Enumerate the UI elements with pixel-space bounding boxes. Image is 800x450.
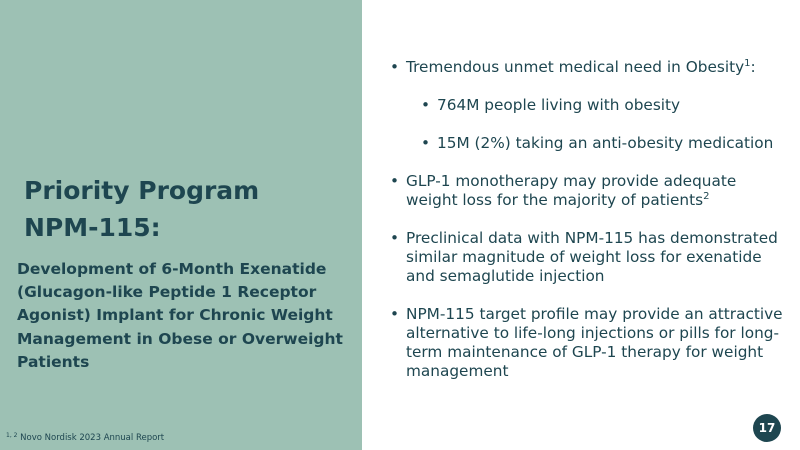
bullet-text: NPM-115 target profile may provide an attractive alternative to life-long injections or pills for long-term maintenance of GLP-1 therapy for weight management <box>406 305 783 380</box>
left-panel <box>0 0 362 450</box>
reference-superscript: 2 <box>703 191 710 202</box>
slide-subtitle: Development of 6-Month Exenatide (Glucagon-like Peptide 1 Receptor Agonist) Implant for Chronic Weight Management in Obese or Overweight Patients <box>17 260 343 371</box>
bullet-text: Tremendous unmet medical need in Obesity <box>406 58 745 76</box>
bullet-list <box>390 58 785 381</box>
bullet-text: Preclinical data with NPM-115 has demonstrated similar magnitude of weight loss for exenatide and semaglutide injection <box>406 229 778 285</box>
slide-title <box>24 172 344 246</box>
title-line-1: Priority Program <box>24 176 260 205</box>
bullet-text: 15M (2%) taking an anti-obesity medication <box>437 134 774 152</box>
bullet-text: GLP-1 monotherapy may provide adequate weight loss for the majority of patients <box>406 172 737 209</box>
bullet-text: 764M people living with obesity <box>437 96 681 114</box>
page-number: 17 <box>758 421 776 435</box>
bullet-item <box>390 172 785 210</box>
bullet-item <box>390 58 785 77</box>
reference-superscript: 1 <box>744 58 751 69</box>
page-number-badge <box>753 414 781 442</box>
footnote-marker: 1, 2 <box>6 432 18 439</box>
title-line-2: NPM-115: <box>24 213 161 242</box>
bullet-suffix: : <box>750 58 756 76</box>
sub-bullet-item <box>421 134 785 153</box>
bullet-item <box>390 229 785 286</box>
sub-bullet-item <box>421 96 785 115</box>
footnote-text: Novo Nordisk 2023 Annual Report <box>20 433 165 443</box>
footnote <box>6 432 164 443</box>
bullet-item <box>390 305 785 381</box>
